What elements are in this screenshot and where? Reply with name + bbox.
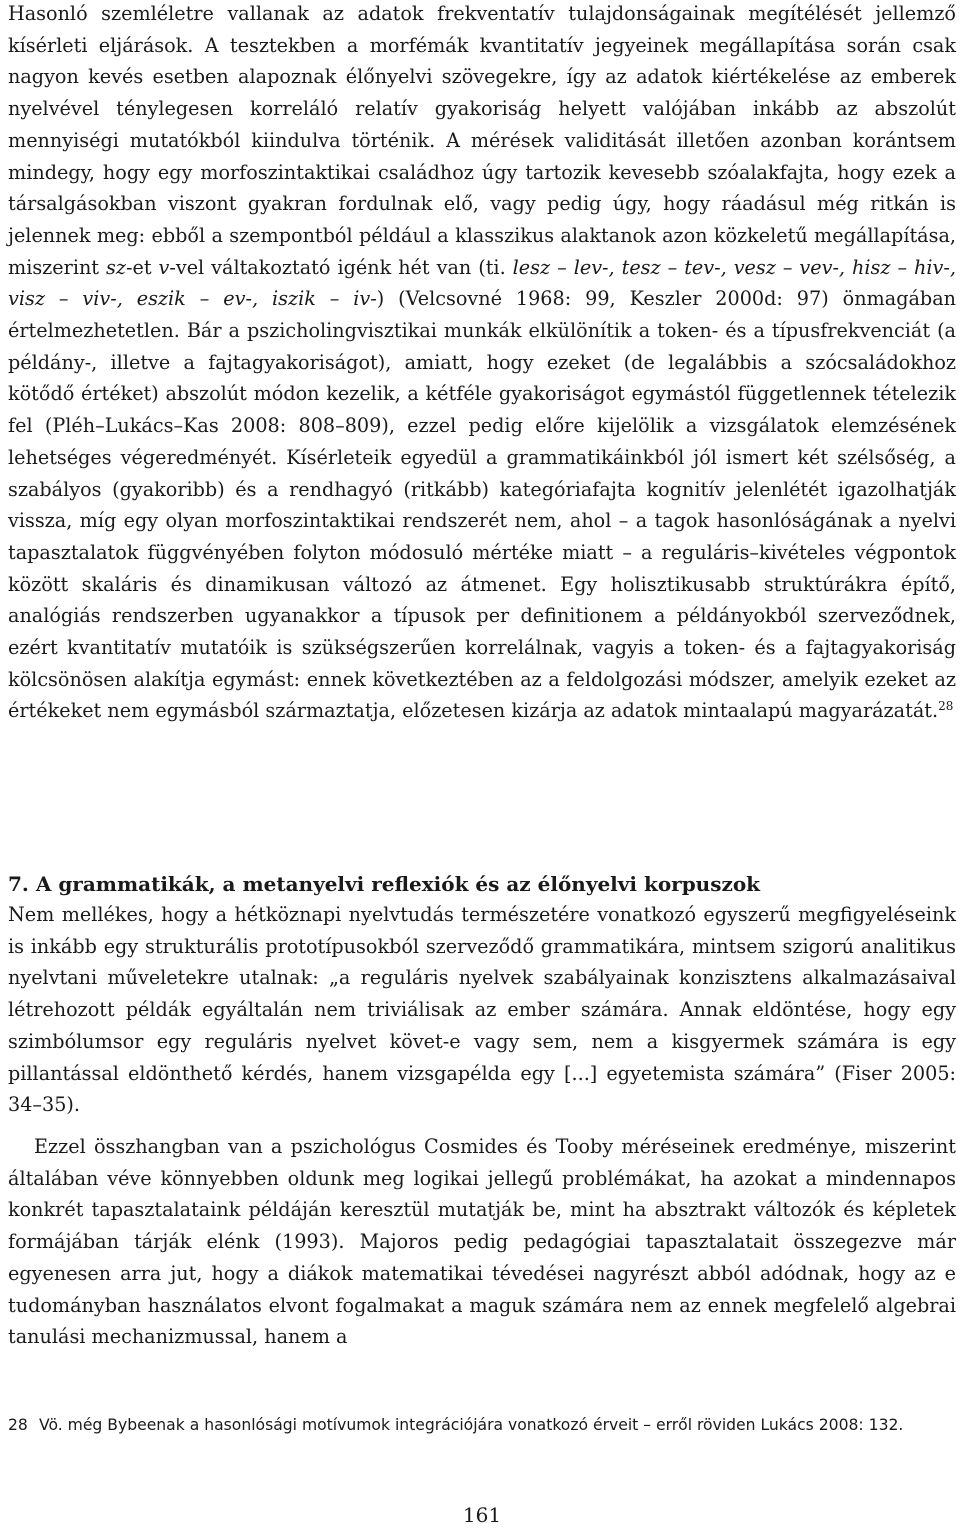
italic-sz: sz	[106, 255, 126, 279]
paragraph-1-text-d: ) (Velcsovné 1968: 99, Keszler 2000d: 97) önmagában értelmezhetetlen. Bár a pszicholingvisztikai munkák elkülönítik a token- és a típusfrekvenciát (a példány-, illetve a fajtagyakoriságot), amiatt, hogy ezeket (de legalábbis a szócsaládokhoz kötődő értéket) abszolút módon kezelik, a kétféle gyakoriságot egymástól függetlennek tételezik fel (Pléh–Lukács–Kas 2008: 808–809), ezzel pedig előre kijelölik a vizsgálatok elemzésének lehetséges végeredményét. Kísérleteik egyedül a grammatikáinkból jól ismert két szélsőség, a szabályos (gyakoribb) és a rendhagyó (ritkább) kategóriafajta kognitív jelenlétét igazolhatják vissza, míg egy olyan morfoszintaktikai rendszerét nem, ahol – a tagok hasonlóságának a nyelvi tapasztalatok függvényében folyton módosuló mértéke miatt – a reguláris–kivételes végpontok között skaláris és dinamikusan változó az átmenet. Egy holisztikusabb struktúrákra építő, analógiás rendszerben ugyanakkor a típusok per definitionem a példányokból szerveződnek, ezért kvantitatív mutatóik is szükségszerűen korrelálnak, vagyis a token- és a fajtagyakoriság kölcsönösen alakítja egymást: ennek következtében az a feldolgozási módszer, amelyik ezeket az értékeket nem egymásból származtatja, előzetesen kizárja az adatok mintaalapú magyarázatát.	[8, 287, 956, 723]
paragraph-1-text-c: -vel váltakoztató igénk hét van (ti.	[169, 255, 513, 279]
page-number: 161	[462, 1503, 502, 1527]
footnote-number: 28	[8, 1416, 28, 1434]
section-heading: 7. A grammatikák, a metanyelvi reflexiók és az élőnyelvi korpuszok	[8, 872, 761, 896]
paragraph-1-text-a: Hasonló szemléletre vallanak az adatok frekventatív tulajdonságainak megítélését jellemző kísérleti eljárások. A tesztekben a morfémák kvantitatív jegyeinek megállapítása során csak nagyon kevés esetben alapoznak élőnyelvi szövegekre, így az adatok kiértékelése az emberek nyelvével ténylegesen korreláló relatív gyakoriság helyett valójában inkább az abszolút mennyiségi mutatókból kiindulva történik. A mérések validitását illetően azonban korántsem mindegy, hogy egy morfoszintaktikai családhoz úgy tartozik kevesebb szóalakfajta, hogy ezek a társalgásokban viszont gyakran fordulnak elő, vagy pedig úgy, hogy ráadásul még ritkán is jelennek meg: ebből a szempontból például a klasszikus alaktanok azon közkeletű megállapítása, miszerint	[8, 2, 956, 279]
body-paragraph-2: Nem mellékes, hogy a hétköznapi nyelvtudás természetére vonatkozó egyszerű megfigyeléseink is inkább egy strukturális prototípusokból szerveződő grammatikára, mintsem szigorú analitikus nyelvtani műveletekre utalnak: „a reguláris nyelvek szabályainak konzisztens alkalmazásaival létrehozott példák egyáltalán nem triviálisak az ember számára. Annak eldöntése, hogy egy szimbólumsor egy reguláris nyelvet követ-e vagy sem, nem a kisgyermek számára is egy pillantással eldönthető kérdés, hanem vizsgapélda egy [...] egyetemista számára” (Fiser 2005: 34–35).	[8, 903, 956, 1117]
footnote-text: Vö. még Bybeenak a hasonlósági motívumok integrációjára vonatkozó érveit – erről röviden Lukács 2008: 132.	[39, 1416, 904, 1434]
body-paragraph-3: Ezzel összhangban van a pszichológus Cosmides és Tooby méréseinek eredménye, miszerint általában véve könnyebben oldunk meg logikai jellegű problémákat, ha azokat a mindennapos konkrét tapasztalataink példáján keresztül mutatják be, mint ha absztrakt változók és képletek formájában tárják elénk (1993). Majoros pedig pedagógiai tapasztalatait összegezve már egyenesen arra jut, hogy a diákok matematikai tévedései nagyrészt abból adódnak, hogy az e tudományban használatos elvont fogalmakat a maguk számára nem az ennek megfelelő algebrai tanulási mechanizmussal, hanem a	[8, 1135, 956, 1349]
body-paragraph-1	[8, 0, 956, 727]
italic-v: v	[158, 255, 170, 279]
footnote	[8, 1411, 956, 1439]
footnote-reference: 28	[938, 699, 954, 714]
italic-verb-list: lesz – lev-, tesz – tev-, vesz – vev-, hisz – hiv-, visz – viv-, eszik – ev-, iszik – iv-	[8, 255, 956, 311]
paragraph-1-text-b: -et	[125, 255, 159, 279]
